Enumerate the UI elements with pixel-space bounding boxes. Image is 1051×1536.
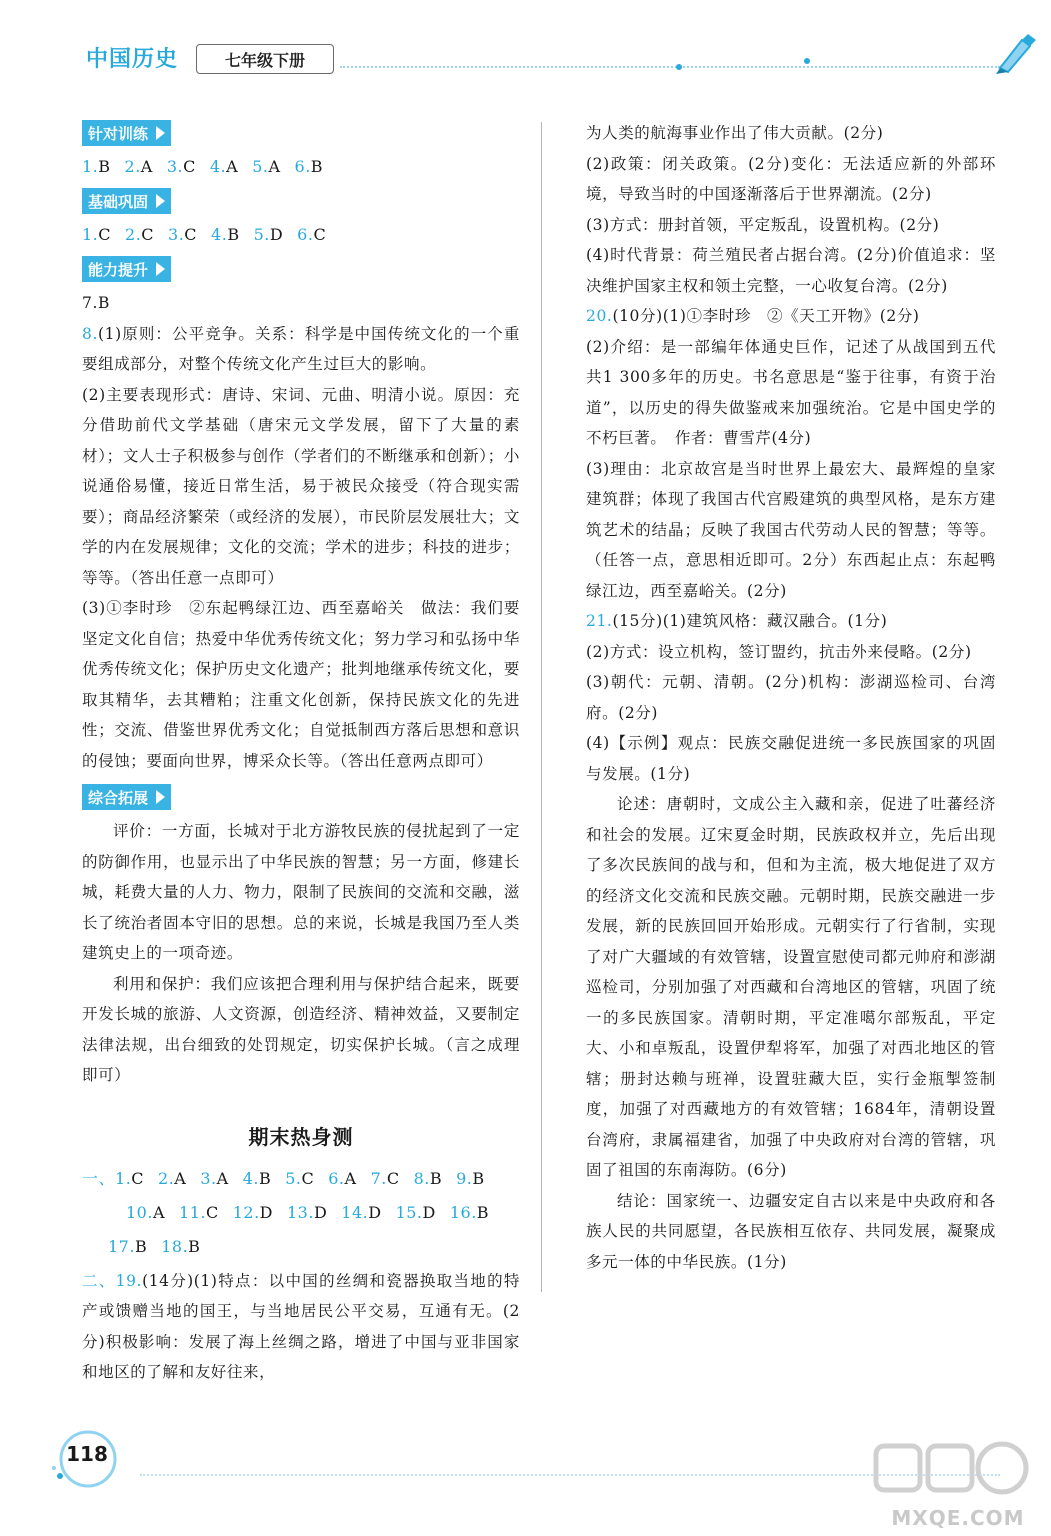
question-number: 17.	[108, 1236, 135, 1256]
answer-item	[456, 1169, 485, 1188]
subject-title: 中国历史	[86, 47, 179, 72]
answer-letter: B	[188, 1236, 201, 1256]
answer-item	[126, 1203, 165, 1222]
answer-letter: D	[269, 225, 284, 244]
answer-8-part1: 8.(1)原则：公平竞争。关系：科学是中国传统文化的一个重要组成部分，对整个传统文化产生过巨大的影响。	[82, 324, 520, 373]
answer-letter: C	[141, 225, 155, 244]
question-number: 3.	[168, 225, 185, 244]
question-number: 3.	[200, 1168, 217, 1188]
answer-item	[233, 1203, 273, 1222]
answer-letter: A	[226, 157, 239, 176]
answer-letter: D	[313, 1202, 328, 1222]
answer-letter: B	[472, 1168, 485, 1188]
exam-title: 期末热身测	[248, 1124, 354, 1149]
question-number: 5.	[285, 1168, 302, 1188]
answer-item	[82, 157, 111, 176]
question-number: 6.	[294, 157, 311, 176]
question-number: 5.	[253, 225, 270, 244]
question-number: 5.	[252, 157, 269, 176]
answer-item	[210, 157, 238, 176]
question-number: 二、19.	[82, 1271, 143, 1290]
answer-21-conclusion: 结论：国家统一、边疆安定自古以来是中央政府和各族人民的共同愿望，各民族相互依存、共同发展，凝聚成多元一体的中华民族。(1分)	[586, 1191, 996, 1271]
question-number: 16.	[449, 1202, 477, 1222]
mc-line-1	[82, 1164, 520, 1194]
question-number: 4.	[211, 225, 228, 244]
right-column	[586, 118, 996, 1277]
question-number: 8.	[413, 1168, 430, 1188]
answer-item	[297, 225, 326, 244]
answer-letter: C	[386, 1168, 400, 1188]
arrow-icon	[156, 126, 165, 140]
answer-item	[396, 1203, 436, 1222]
answer-21-part2: (2)方式：设立机构，签订盟约，抗击外来侵略。(2分)	[586, 642, 972, 661]
answer-item	[125, 225, 154, 244]
answer-item	[125, 157, 153, 176]
section-tag-extension	[82, 784, 171, 810]
answer-21-part4: (4)【示例】观点：民族交融促进统一多民族国家的巩固与发展。(1分)	[586, 734, 996, 783]
question-number: 13.	[287, 1202, 314, 1222]
answer-19-part4: (4)时代背景：荷兰殖民者占据台湾。(2分)价值追求：坚决维护国家主权和领土完整，一心收复台湾。(2分)	[586, 246, 996, 295]
answer-20-part2: (2)介绍：是一部编年体通史巨作，记述了从战国到五代共1 300多年的历史。书名意思是“鉴于往事，有资于治道”，以历史的得失做鉴戒来加强统治。它是中国史学的不朽巨著。 作者：曹雪芹(4分)	[586, 337, 996, 447]
answer-19-part2: (2)政策：闭关政策。(2分)变化：无法适应新的外部环境，导致当时的中国逐渐落后于世界潮流。(2分)	[586, 154, 996, 203]
answer-item	[179, 1203, 219, 1222]
answer-letter: C	[313, 225, 327, 244]
answer-item	[341, 1203, 381, 1222]
question-number: 2.	[124, 157, 141, 176]
answer-letter: A	[268, 157, 281, 176]
extension-protection: 利用和保护：我们应该把合理利用与保护结合起来，既要开发长城的旅游、人文资源，创造经济、精神效益，又要制定法律法规，出台细致的处罚规定，切实保护长城。（言之成理即可）	[82, 974, 520, 1084]
question-number: 21.	[586, 612, 613, 630]
answer-letter: A	[152, 1202, 166, 1222]
question-number: 4.	[242, 1168, 259, 1188]
answer-letter: B	[476, 1202, 490, 1222]
answer-item	[158, 1169, 186, 1188]
answer-letter: C	[183, 157, 196, 176]
answer-8-part2: (2)主要表现形式：唐诗、宋词、元曲、明清小说。原因：充分借助前代文学基础（唐宋元文学发展，留下了大量的素材）；文人士子积极参与创作（学者们的不断继承和创新）；小说通俗易懂，接近日常生活，易于被民众接受（符合现实需要）；商品经济繁荣（或经济的发展），市民阶层发展壮大；文学的内在发展规律；文化的交流；学术的进步；科技的进步；等等。（答出任意一点即可）	[82, 385, 520, 587]
answer-7: 7.B	[82, 294, 110, 312]
answer-letter: C	[301, 1168, 315, 1188]
section-number: 一、	[82, 1168, 116, 1188]
section-tag-basic	[82, 188, 171, 214]
answer-19: 二、19.(14分)(1)特点：以中国的丝绸和瓷器换取当地的特产或馈赠当地的国王，与当地居民公平交易，互通有无。(2分)积极影响：发展了海上丝绸之路，增进了中国与亚非国家和地区的了解和友好往来，	[82, 1271, 520, 1381]
answer-item	[285, 1169, 314, 1188]
answer-letter: D	[259, 1202, 273, 1222]
question-number: 11.	[179, 1202, 206, 1222]
answer-20-part1: 20.(10分)(1)①李时珍 ②《天工开物》(2分)	[586, 307, 920, 325]
answer-item	[295, 157, 324, 176]
header-dot	[676, 64, 682, 70]
tag-label: 基础巩固	[88, 192, 149, 211]
question-number: 2.	[125, 225, 142, 244]
arrow-icon	[156, 790, 165, 804]
arrow-icon	[156, 194, 165, 208]
question-number: 20.	[586, 307, 613, 325]
answer-21-argument: 论述：唐朝时，文成公主入藏和亲，促进了吐蕃经济和社会的发展。辽宋夏金时期，民族政权并立，先后出现了多次民族间的战与和，但和为主流，极大地促进了双方的经济文化交流和民族交融。元朝时期，民族交融进一步发展，新的民族回回开始形成。元朝实行了行省制，实现了对广大疆域的有效管辖，设置宣慰使司都元帅府和澎湖巡检司，分别加强了对西藏和台湾地区的管辖，巩固了统一的多民族国家。清朝时期，平定准噶尔部叛乱，平定大、小和卓叛乱，设置伊犁将军，加强了对西北地区的管辖；册封达赖与班禅，设置驻藏大臣，实行金瓶掣签制度，加强了对西藏地方的有效管辖；1684年，清朝设置台湾府，隶属福建省，加强了中央政府对台湾的管辖，巩固了祖国的东南海防。(6分)	[586, 795, 996, 1179]
answer-item	[254, 225, 284, 244]
question-number: 9.	[456, 1168, 473, 1188]
question-number: 12.	[232, 1202, 260, 1222]
question-number: 4.	[209, 157, 227, 176]
answer-item	[243, 1169, 272, 1188]
answer-item	[168, 225, 197, 244]
answer-item	[450, 1203, 489, 1222]
question-number: 8.	[82, 324, 98, 343]
answer-item	[115, 1169, 144, 1188]
answer-19-cont: 为人类的航海事业作出了伟大贡献。(2分)	[586, 124, 884, 142]
answer-item	[371, 1169, 400, 1188]
answer-letter: A	[174, 1168, 187, 1188]
column-divider	[541, 122, 542, 1292]
answer-19-part3: (3)方式：册封首领，平定叛乱，设置机构。(2分)	[586, 215, 940, 234]
question-number: 6.	[328, 1168, 345, 1188]
arrow-icon	[156, 262, 165, 276]
answer-letter: B	[310, 157, 324, 176]
answer-item	[328, 1169, 356, 1188]
section-tag-ability	[82, 256, 171, 282]
answer-line	[82, 152, 520, 182]
answer-item	[211, 225, 240, 244]
answer-letter: D	[422, 1202, 436, 1222]
answer-item	[108, 1237, 147, 1256]
header-divider	[340, 66, 1000, 68]
question-number: 6.	[297, 225, 314, 244]
mc-line-3	[82, 1232, 520, 1262]
answer-letter: D	[368, 1202, 382, 1222]
grade-label: 七年级下册	[196, 44, 334, 74]
answer-letter: B	[429, 1168, 443, 1188]
question-number: 3.	[166, 157, 184, 176]
answer-item	[200, 1169, 228, 1188]
question-number: 2.	[158, 1168, 175, 1188]
answer-letter: B	[134, 1236, 148, 1256]
answer-item	[287, 1203, 327, 1222]
answer-item	[161, 1237, 200, 1256]
mc-line-2	[82, 1198, 520, 1228]
answer-item	[252, 157, 280, 176]
answer-line	[82, 220, 520, 250]
answer-letter: B	[258, 1168, 272, 1188]
section-tag-targeted	[82, 120, 171, 146]
header-dot	[804, 58, 810, 64]
answer-letter: A	[344, 1168, 357, 1188]
question-number: 1.	[82, 157, 99, 176]
answer-20-part3: (3)理由：北京故宫是当时世界上最宏大、最辉煌的皇家建筑群；体现了我国古代宫殿建筑的典型风格，是东方建筑艺术的结晶；反映了我国古代劳动人民的智慧；等等。（任答一点，意思相近即可。2分）东西起止点：东起鸭绿江边，西至嘉峪关。(2分)	[586, 459, 996, 600]
answer-letter: C	[184, 225, 198, 244]
question-number: 15.	[395, 1202, 423, 1222]
question-number: 1.	[115, 1168, 132, 1188]
answer-item	[167, 157, 196, 176]
question-number: 1.	[82, 225, 99, 244]
tag-label: 针对训练	[88, 124, 149, 143]
answer-21-part1: 21.(15分)(1)建筑风格：藏汉融合。(1分)	[586, 612, 888, 630]
tag-label: 综合拓展	[88, 788, 149, 807]
page-number: 118	[66, 1442, 108, 1466]
answer-21-part3: (3)朝代：元朝、清朝。(2分)机构：澎湖巡检司、台湾府。(2分)	[586, 673, 996, 722]
answer-letter: B	[98, 157, 111, 176]
extension-evaluation: 评价：一方面，长城对于北方游牧民族的侵扰起到了一定的防御作用，也显示出了中华民族的智慧；另一方面，修建长城，耗费大量的人力、物力，限制了民族间的交流和交融，滋长了统治者固本守旧的思想。总的来说，长城是我国乃至人类建筑史上的一项奇迹。	[82, 822, 520, 962]
question-number: 14.	[341, 1202, 369, 1222]
pen-icon	[992, 30, 1038, 76]
question-number: 10.	[126, 1202, 153, 1222]
watermark-text: MXQE.COM	[891, 1506, 1025, 1530]
answer-item	[414, 1169, 443, 1188]
answer-letter: A	[140, 157, 153, 176]
left-column	[82, 118, 520, 1388]
answer-letter: C	[205, 1202, 219, 1222]
answer-letter: C	[131, 1168, 145, 1188]
page-header	[0, 0, 1051, 80]
answer-letter: C	[98, 225, 112, 244]
answer-8-part3: (3)①李时珍 ②东起鸭绿江边、西至嘉峪关 做法：我们要坚定文化自信；热爱中华优秀传统文化；努力学习和弘扬中华优秀传统文化；保护历史文化遗产；批判地继承传统文化，要取其精华，去其糟粕；注重文化创新，保持民族文化的先进性；交流、借鉴世界优秀文化；自觉抵制西方落后思想和意识的侵蚀；要面向世界，博采众长等。（答出任意两点即可）	[82, 599, 520, 770]
answer-letter: A	[216, 1168, 229, 1188]
tag-label: 能力提升	[88, 260, 149, 279]
answer-item	[82, 225, 111, 244]
question-number: 7.	[370, 1168, 387, 1188]
answer-letter: B	[227, 225, 240, 244]
question-number: 18.	[161, 1236, 189, 1256]
